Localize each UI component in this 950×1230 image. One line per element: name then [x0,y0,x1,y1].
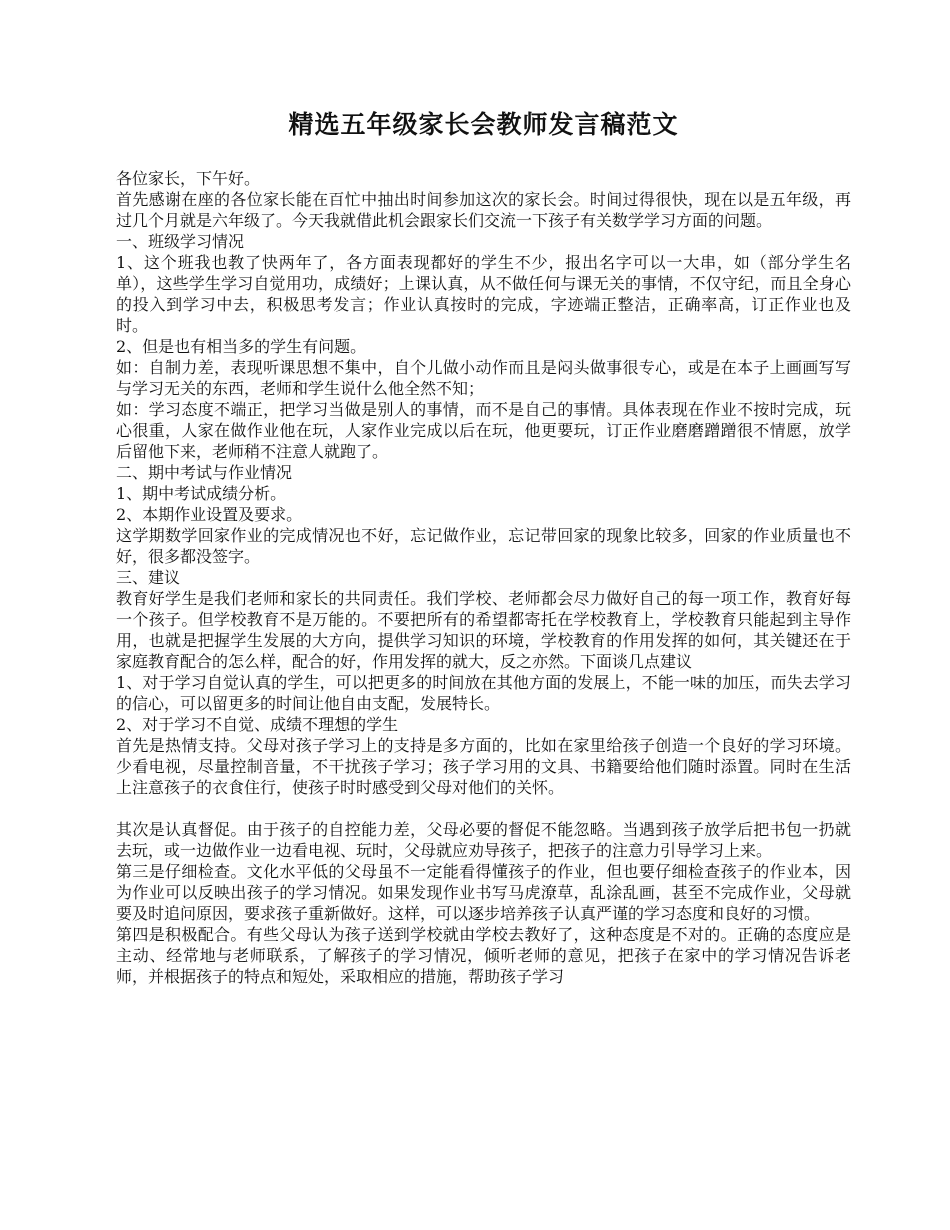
paragraph-example-attitude: 如：学习态度不端正，把学习当做是别人的事情，而不是自己的事情。具体表现在作业不按时完成，玩心很重，人家在做作业他在玩，人家作业完成以后在玩，他更要玩，订正作业磨磨蹭蹭很不情愿，放学后留他下来，老师稍不注意人就跑了。 [116,400,851,461]
section-heading-suggestions: 三、建议 [116,568,181,587]
paragraph-problem-students: 2、但是也有相当多的学生有问题。 [116,337,367,356]
paragraph-example-self-control: 如：自制力差，表现听课思想不集中，自个儿做小动作而且是闷头做事很专心，或是在本子上画画写写与学习无关的东西，老师和学生说什么他全然不知； [116,358,851,398]
paragraph-exam-analysis: 1、期中考试成绩分析。 [116,484,287,503]
paragraph-good-students: 1、这个班我也教了快两年了，各方面表现都好的学生不少，报出名字可以一大串，如（部分学生名单），这些学生学习自觉用功，成绩好；上课认真，从不做任何与课无关的事情，不仅守纪，而且全身心的投入到学习中去，积极思考发言；作业认真按时的完成，字迹端正整洁，正确率高，订正作业也及时。 [116,253,851,335]
section-heading-exam-homework: 二、期中考试与作业情况 [116,463,293,482]
paragraph-checking: 第三是仔细检查。文化水平低的父母虽不一定能看得懂孩子的作业，但也要仔细检查孩子的作业本，因为作业可以反映出孩子的学习情况。如果发现作业书写马虎潦草，乱涂乱画，甚至不完成作业，父母就要及时追问原因，要求孩子重新做好。这样，可以逐步培养孩子认真严谨的学习态度和良好的习惯。 [116,862,851,923]
paragraph-shared-responsibility: 教育好学生是我们老师和家长的共同责任。我们学校、老师都会尽力做好自己的每一项工作，教育好每一个孩子。但学校教育不是万能的。不要把所有的希望都寄托在学校教育上，学校教育只能起到主导作用，也就是把握学生发展的大方向，提供学习知识的环境，学校教育的作用发挥的如何，其关键还在于家庭教育配合的怎么样，配合的好，作用发挥的就大，反之亦然。下面谈几点建议 [116,589,851,671]
document-title: 精选五年级家长会教师发言稿范文 [288,110,679,139]
section-heading-class-situation: 一、班级学习情况 [116,232,245,251]
paragraph-cooperation: 第四是积极配合。有些父母认为孩子送到学校就由学校去教好了，这种态度是不对的。正确的态度应是主动、经常地与老师联系，了解孩子的学习情况，倾听老师的意见，把孩子在家中的学习情况告诉老师，并根据孩子的特点和短处，采取相应的措施，帮助孩子学习 [116,925,851,986]
document-body [116,168,851,987]
paragraph-intro: 首先感谢在座的各位家长能在百忙中抽出时间参加这次的家长会。时间过得很快，现在以是五年级，再过几个月就是六年级了。今天我就借此机会跟家长们交流一下孩子有关数学学习方面的问题。 [116,190,851,230]
document-page [116,110,851,987]
paragraph-greeting: 各位家长，下午好。 [116,169,261,188]
paragraph-homework-settings: 2、本期作业设置及要求。 [116,505,303,524]
paragraph-homework-status: 这学期数学回家作业的完成情况也不好，忘记做作业，忘记带回家的现象比较多，回家的作业质量也不好，很多都没签字。 [116,526,851,566]
paragraph-struggling-students: 2、对于学习不自觉、成绩不理想的学生 [116,715,399,734]
paragraph-support: 首先是热情支持。父母对孩子学习上的支持是多方面的，比如在家里给孩子创造一个良好的学习环境。少看电视，尽量控制音量，不干扰孩子学习；孩子学习用的文具、书籍要给他们随时添置。同时在生活上注意孩子的衣食住行，使孩子时时感受到父母对他们的关怀。 [116,736,851,797]
paragraph-self-motivated-students: 1、对于学习自觉认真的学生，可以把更多的时间放在其他方面的发展上，不能一味的加压，而失去学习的信心，可以留更多的时间让他自由支配，发展特长。 [116,673,851,713]
paragraph-supervision: 其次是认真督促。由于孩子的自控能力差，父母必要的督促不能忽略。当遇到孩子放学后把书包一扔就去玩，或一边做作业一边看电视、玩时，父母就应劝导孩子，把孩子的注意力引导学习上来。 [116,820,851,860]
